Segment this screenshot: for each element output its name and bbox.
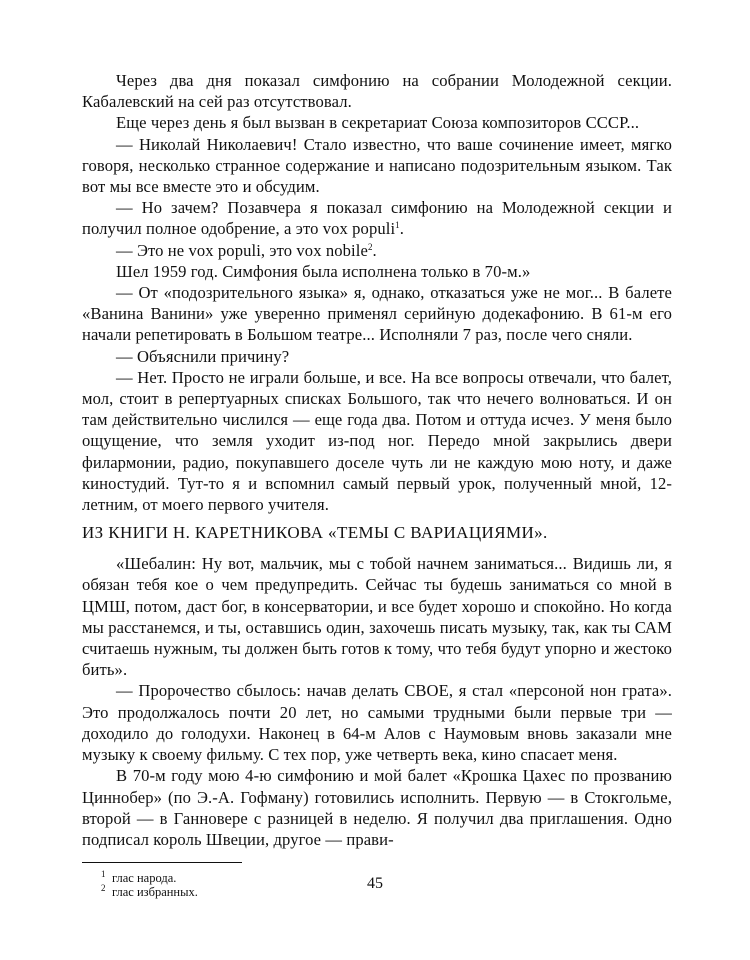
paragraph-text: — Нет. Просто не играли больше, и все. На все вопросы отвечали, что балет, мол, стоит в репертуарных списках Большого, так что нечего волноваться. И он там действительно числился — еще года два. Потом и оттуда исчез. У меня было ощущение, что земля уходит из-под ног. Передо мной закрылись двери филармонии, радио, покупавшего доселе чуть ли не каждую мою ноту, и даже киностудий. Тут-то я и вспомнил самый первый урок, полученный мной, 12-летним, от моего первого учителя. xyxy=(82,367,672,515)
footnote-divider xyxy=(82,862,242,863)
paragraph xyxy=(82,261,672,282)
paragraph xyxy=(82,197,672,239)
paragraph xyxy=(82,553,672,680)
paragraph-tail: . xyxy=(399,219,405,239)
paragraph xyxy=(82,112,672,133)
paragraph-text: — Пророчество сбылось: начав делать СВОЕ, я стал «персоной нон грата». Это продолжалось почти 20 лет, но самыми трудными были первые три — доходило до голодухи. Наконец в 64-м Алов с Наумовым вновь заказали мне музыку к своему фильму. С тех пор, уже четверть века, кино спасает меня. xyxy=(82,681,672,765)
paragraph-text: В 70-м году мою 4-ю симфонию и мой балет «Крошка Цахес по прозванию Циннобер» (по Э.-А. Гофману) готовились исполнить. Первую — в Стокгольме, второй — в Ганновере с разницей в неделю. Я получил два приглашения. Одно подписал король Швеции, другое — прави- xyxy=(82,766,672,849)
footnote-ref: 1 xyxy=(395,220,400,231)
body-text-bottom xyxy=(82,553,672,850)
section-heading: ИЗ КНИГИ Н. КАРЕТНИКОВА «ТЕМЫ С ВАРИАЦИЯМИ». xyxy=(82,523,548,543)
paragraph-text: Еще через день я был вызван в секретариат Союза композиторов СССР... xyxy=(116,113,640,133)
paragraph-tail: . xyxy=(372,240,377,260)
paragraph xyxy=(82,134,672,198)
paragraph-text: Через два дня показал симфонию на собрании Молодежной секции. Кабалевский на сей раз отсутствовал. xyxy=(82,71,672,112)
footnote-ref: 2 xyxy=(367,241,373,252)
paragraph xyxy=(82,680,672,765)
page-number: 45 xyxy=(367,875,383,892)
paragraph-text: «Шебалин: Ну вот, мальчик, мы с тобой начнем заниматься... Видишь ли, я обязан тебя кое о чем предупредить. Сейчас ты будешь заниматься со мной в ЦМШ, потом, даст бог, в консерватории, и все будет хорошо и спокойно. Но когда мы расстанемся, и ты, оставшись один, захочешь писать музыку, так, как ты САМ считаешь нужным, ты должен быть готов к тому, что тебя будут упорно и жестоко бить». xyxy=(82,554,672,680)
paragraph xyxy=(82,765,672,850)
body-text-top xyxy=(82,70,672,515)
paragraph-text: Шел 1959 год. Симфония была исполнена только в 70-м.» xyxy=(116,261,531,281)
paragraph xyxy=(82,240,672,261)
paragraph-text: — Николай Николаевич! Стало известно, что ваше сочинение имеет, мягко говоря, несколько странное содержание и написано подозрительным языком. Так вот мы все вместе это и обсудим. xyxy=(82,134,672,197)
paragraph-text: — Объяснили причину? xyxy=(116,346,290,366)
paragraph xyxy=(82,70,672,112)
paragraph xyxy=(82,282,672,346)
paragraph-text: — Это не vox populi, это vox nobile xyxy=(116,240,368,260)
footnote-text: глас избранных. xyxy=(112,885,198,900)
paragraph xyxy=(82,346,672,367)
footnote-mark: 1 xyxy=(101,869,106,880)
paragraph xyxy=(82,367,672,515)
page-body xyxy=(82,70,672,899)
footnote-text: глас народа. xyxy=(112,871,177,886)
paragraph-text: — От «подозрительного языка» я, однако, отказаться уже не мог... В балете «Ванина Ванини» уже уверенно применял серийную додекафонию. В 61-м его начали репетировать в Большом театре... Исполняли 7 раз, после чего сняли. xyxy=(82,283,672,345)
paragraph-text: — Но зачем? Позавчера я показал симфонию на Молодежной секции и получил полное одобрение, а это vox populi xyxy=(82,198,672,239)
footnote-mark: 2 xyxy=(101,883,106,894)
